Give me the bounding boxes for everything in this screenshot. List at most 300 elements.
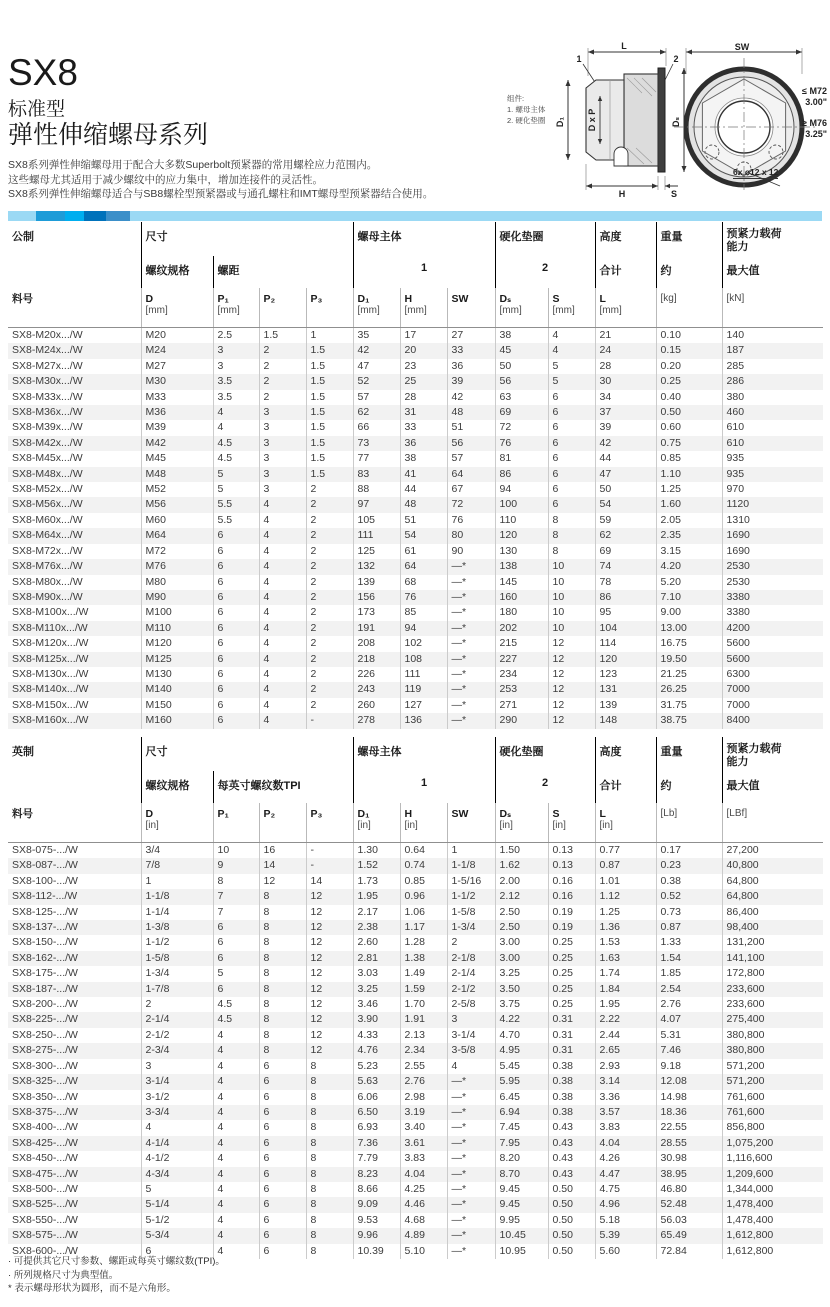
cell: 610 xyxy=(722,436,823,451)
cell: 110 xyxy=(495,513,548,528)
cell: M80 xyxy=(141,575,213,590)
round-range-line: 3.25" xyxy=(805,129,827,139)
cell: 1.84 xyxy=(595,982,656,997)
cell: —* xyxy=(447,1105,495,1120)
cell: 10 xyxy=(548,559,595,574)
cell: SX8-525-.../W xyxy=(12,1198,78,1211)
cell: 2 xyxy=(306,497,353,512)
cell: 8 xyxy=(306,1244,353,1259)
cell: 132 xyxy=(353,559,400,574)
cell: 2.93 xyxy=(595,1059,656,1074)
page-subtitle-type: 标准型 xyxy=(8,99,66,120)
cell: 6 xyxy=(213,605,259,620)
cell: 12 xyxy=(306,1012,353,1027)
cell: 2.65 xyxy=(595,1043,656,1058)
cell: 4 xyxy=(213,1090,259,1105)
cell: 6 xyxy=(213,528,259,543)
cell: 3.5 xyxy=(213,390,259,405)
cell: SX8-M130x.../W xyxy=(12,667,89,680)
cell: 4 xyxy=(259,698,306,713)
cell: 7/8 xyxy=(141,858,213,873)
cell: 141,100 xyxy=(722,951,823,966)
cell: 67 xyxy=(447,482,495,497)
cell: 5-1/4 xyxy=(141,1197,213,1212)
cell: 8 xyxy=(306,1182,353,1197)
cell: 2-5/8 xyxy=(447,997,495,1012)
max-label: 最大值 xyxy=(722,771,823,803)
cell: 34 xyxy=(595,390,656,405)
cell: 6 xyxy=(141,1244,213,1259)
cell: 8 xyxy=(259,905,306,920)
column-header-cell: S [in] xyxy=(548,803,595,843)
cell: 1.85 xyxy=(656,966,722,981)
cell: 3.75 xyxy=(495,997,548,1012)
column-header-cell: P₃ xyxy=(306,803,353,843)
cell: —* xyxy=(447,575,495,590)
cell: SX8-137-.../W xyxy=(12,921,78,934)
cell: 0.77 xyxy=(595,843,656,859)
cell: 0.43 xyxy=(548,1167,595,1182)
cell: 6 xyxy=(259,1074,306,1089)
cell: 4 xyxy=(213,1167,259,1182)
cell: 4 xyxy=(548,343,595,358)
cell: 4200 xyxy=(722,621,823,636)
cell: 5-3/4 xyxy=(141,1228,213,1243)
cell: M39 xyxy=(141,420,213,435)
footnote: · 可提供其它尺寸参数、螺距或每英寸螺纹数(TPI)。 xyxy=(8,1256,225,1267)
group-preload-text: 预紧力载荷能力 xyxy=(726,228,782,253)
cell: 51 xyxy=(400,513,447,528)
cell: 4.89 xyxy=(400,1228,447,1243)
cell: 0.31 xyxy=(548,1028,595,1043)
cell: 4 xyxy=(447,1059,495,1074)
cell: 3 xyxy=(213,343,259,358)
cell: 9.45 xyxy=(495,1182,548,1197)
callout-2-label: 2 xyxy=(673,54,679,64)
cell: 2-1/4 xyxy=(141,1012,213,1027)
footnotes xyxy=(8,1255,225,1296)
cell: 3 xyxy=(141,1059,213,1074)
cell: 3-1/2 xyxy=(141,1090,213,1105)
cell: 2 xyxy=(306,528,353,543)
cell: 0.16 xyxy=(548,874,595,889)
cell: M52 xyxy=(141,482,213,497)
cell: 4 xyxy=(213,1213,259,1228)
cell: 73 xyxy=(353,436,400,451)
description-line: SX8系列弹性伸缩螺母适合与SB8螺栓型预紧器或与通孔螺柱和IMT螺母型预紧器结合使用。 xyxy=(8,188,434,200)
cell: 1,612,800 xyxy=(722,1244,823,1259)
table-row xyxy=(8,1213,823,1228)
cell: 138 xyxy=(495,559,548,574)
table-row xyxy=(8,1197,823,1212)
cell: 30.98 xyxy=(656,1151,722,1166)
cell: 0.25 xyxy=(656,374,722,389)
cell: 3.83 xyxy=(595,1120,656,1135)
cell: 6 xyxy=(213,544,259,559)
cell: 44 xyxy=(595,451,656,466)
column-header-cell: H [in] xyxy=(400,803,447,843)
cell: M30 xyxy=(141,374,213,389)
cell: 6 xyxy=(213,636,259,651)
cell: 2-3/4 xyxy=(141,1043,213,1058)
cell: 6 xyxy=(213,713,259,728)
cell: 1-3/4 xyxy=(141,966,213,981)
cell: 76 xyxy=(400,590,447,605)
cell: 1.59 xyxy=(400,982,447,997)
cell: M130 xyxy=(141,667,213,682)
dim-label-SW: SW xyxy=(734,42,750,52)
cell: 3 xyxy=(259,405,306,420)
cell: 69 xyxy=(495,405,548,420)
cell: 2 xyxy=(306,590,353,605)
accent-bar-segment xyxy=(8,211,36,221)
unit-system-label: 英制 xyxy=(12,746,34,758)
table-row xyxy=(8,390,823,405)
cell: 33 xyxy=(447,343,495,358)
nut-flange-shape xyxy=(624,74,658,166)
table-row xyxy=(8,544,823,559)
arrowhead xyxy=(660,50,666,55)
cell: 51 xyxy=(447,420,495,435)
cell: 12 xyxy=(306,951,353,966)
cell: 6 xyxy=(259,1136,306,1151)
cell: 761,600 xyxy=(722,1105,823,1120)
cell: —* xyxy=(447,713,495,728)
cell: 1.5 xyxy=(306,374,353,389)
cell: 260 xyxy=(353,698,400,713)
cell: 3.00 xyxy=(495,951,548,966)
cell: 2.34 xyxy=(400,1043,447,1058)
cell: 56 xyxy=(447,436,495,451)
cell: M160 xyxy=(141,713,213,728)
cell: M64 xyxy=(141,528,213,543)
cell: 31.75 xyxy=(656,698,722,713)
group-height: 高度 xyxy=(595,222,656,256)
cell: SX8-225-.../W xyxy=(12,1013,78,1026)
cell: 4 xyxy=(213,1244,259,1259)
group-height: 高度 xyxy=(595,737,656,771)
legend-item: 1. 螺母主体 xyxy=(507,105,546,114)
cell: 4 xyxy=(259,528,306,543)
cell: 102 xyxy=(400,636,447,651)
cell: 10.95 xyxy=(495,1244,548,1259)
cell: 4 xyxy=(213,1136,259,1151)
cell: 12 xyxy=(548,682,595,697)
cell: 8 xyxy=(259,920,306,935)
cell: 4.68 xyxy=(400,1213,447,1228)
cell: - xyxy=(306,843,353,859)
cell: 10 xyxy=(213,843,259,859)
cell: 72.84 xyxy=(656,1244,722,1259)
cell: 4 xyxy=(259,575,306,590)
cell: 3.57 xyxy=(595,1105,656,1120)
cell: 0.25 xyxy=(548,982,595,997)
table-row xyxy=(8,858,823,873)
cell: 68 xyxy=(400,575,447,590)
cell: 1 xyxy=(141,874,213,889)
cell: 3.19 xyxy=(400,1105,447,1120)
group-header-row xyxy=(8,737,823,771)
part-2-label: 2 xyxy=(495,771,595,803)
cell: 8 xyxy=(306,1120,353,1135)
cell: 35 xyxy=(353,328,400,344)
cell: 1.95 xyxy=(595,997,656,1012)
cell: SX8-M72x.../W xyxy=(12,544,83,557)
cell: 66 xyxy=(353,420,400,435)
cell: 4.5 xyxy=(213,436,259,451)
cell: 4-3/4 xyxy=(141,1167,213,1182)
table-row xyxy=(8,359,823,374)
cell: 5 xyxy=(213,467,259,482)
cell: 47 xyxy=(595,467,656,482)
cell: 4 xyxy=(213,1059,259,1074)
cell: 6.94 xyxy=(495,1105,548,1120)
cell: 38 xyxy=(495,328,548,344)
cell: 4 xyxy=(213,1197,259,1212)
cell: SX8-300-.../W xyxy=(12,1059,78,1072)
cell: 145 xyxy=(495,575,548,590)
cell: 4 xyxy=(259,544,306,559)
cell: 4 xyxy=(213,1074,259,1089)
description-line: 这些螺母尤其适用于减少螺纹中的应力集中，增加连接件的灵活性。 xyxy=(8,173,323,186)
cell: 8 xyxy=(213,874,259,889)
cell: 36 xyxy=(400,436,447,451)
cell: 6 xyxy=(259,1059,306,1074)
cell: —* xyxy=(447,636,495,651)
cell: 271 xyxy=(495,698,548,713)
cell: 5.23 xyxy=(353,1059,400,1074)
cell: 4 xyxy=(259,713,306,728)
cell: 14 xyxy=(306,874,353,889)
cell: 1-7/8 xyxy=(141,982,213,997)
cell: SX8-M100x.../W xyxy=(12,606,89,619)
cell: 761,600 xyxy=(722,1090,823,1105)
cell: 38.75 xyxy=(656,713,722,728)
cell: 9.96 xyxy=(353,1228,400,1243)
cell: M72 xyxy=(141,544,213,559)
cell: 5600 xyxy=(722,652,823,667)
cell: 3.14 xyxy=(595,1074,656,1089)
cell: 0.75 xyxy=(656,436,722,451)
cell: 14.98 xyxy=(656,1090,722,1105)
cell: - xyxy=(306,858,353,873)
dim-label-Ds: Dₛ xyxy=(671,117,681,127)
cell: M125 xyxy=(141,652,213,667)
table-row xyxy=(8,966,823,981)
cell: SX8-M150x.../W xyxy=(12,698,89,711)
cell: 6 xyxy=(213,559,259,574)
cell: 8 xyxy=(306,1059,353,1074)
cell: 3.00 xyxy=(495,935,548,950)
arrowhead xyxy=(796,50,802,55)
cell: 64,800 xyxy=(722,889,823,904)
cell: 2.05 xyxy=(656,513,722,528)
cell: 6 xyxy=(213,982,259,997)
table-row xyxy=(8,1228,823,1243)
cell: 1.54 xyxy=(656,951,722,966)
cell: 0.16 xyxy=(548,889,595,904)
cell: 1-3/8 xyxy=(141,920,213,935)
cell: 31 xyxy=(400,405,447,420)
cell: 5.31 xyxy=(656,1028,722,1043)
cell: SX8-M39x.../W xyxy=(12,421,83,434)
cell: M45 xyxy=(141,451,213,466)
table-row xyxy=(8,1028,823,1043)
cell: 187 xyxy=(722,343,823,358)
cell: 2.38 xyxy=(353,920,400,935)
cell: 9.18 xyxy=(656,1059,722,1074)
cell: 0.19 xyxy=(548,905,595,920)
cell: 290 xyxy=(495,713,548,728)
part-1-label: 1 xyxy=(353,256,495,288)
cell: 1690 xyxy=(722,544,823,559)
column-header-cell: [Lb] xyxy=(656,803,722,843)
legend-item: 2. 硬化垫圈 xyxy=(507,116,546,125)
cell: 12 xyxy=(548,667,595,682)
group-washer: 硬化垫圈 xyxy=(495,737,595,771)
cell: 12 xyxy=(548,713,595,728)
cell: SX8-M42x.../W xyxy=(12,436,83,449)
cell: 108 xyxy=(400,652,447,667)
cell: 2 xyxy=(306,544,353,559)
cell: 3 xyxy=(259,436,306,451)
cell: 4.26 xyxy=(595,1151,656,1166)
cell: 28 xyxy=(400,390,447,405)
column-header-cell: L [mm] xyxy=(595,288,656,328)
cell: 7 xyxy=(213,905,259,920)
drive-hole-shape xyxy=(614,147,628,166)
cell: 13.00 xyxy=(656,621,722,636)
column-header-cell: D₁ [in] xyxy=(353,803,400,843)
cell: 1.70 xyxy=(400,997,447,1012)
tpi-label: 每英寸螺纹数TPI xyxy=(213,771,353,803)
cell: 61 xyxy=(400,544,447,559)
cell: SX8-150-.../W xyxy=(12,936,78,949)
column-header-cell: SW xyxy=(447,803,495,843)
cell: 120 xyxy=(595,652,656,667)
cell: 33 xyxy=(400,420,447,435)
cell: 380 xyxy=(722,390,823,405)
cell: 1.5 xyxy=(306,467,353,482)
cell: 86 xyxy=(495,467,548,482)
cell: 1.25 xyxy=(656,482,722,497)
cell: M36 xyxy=(141,405,213,420)
cell: 1.10 xyxy=(656,467,722,482)
cell: 3.03 xyxy=(353,966,400,981)
cell: 28.55 xyxy=(656,1136,722,1151)
cell: 0.10 xyxy=(656,328,722,344)
cell: 9.00 xyxy=(656,605,722,620)
cell: 62 xyxy=(595,528,656,543)
cell: 37 xyxy=(595,405,656,420)
cell: 180 xyxy=(495,605,548,620)
cell: SX8-M36x.../W xyxy=(12,406,83,419)
cell: 2.81 xyxy=(353,951,400,966)
table-row xyxy=(8,590,823,605)
cell: SX8-M24x.../W xyxy=(12,344,83,357)
cell: 5.20 xyxy=(656,575,722,590)
cell: 0.31 xyxy=(548,1043,595,1058)
cell: 16.75 xyxy=(656,636,722,651)
cell: 0.31 xyxy=(548,1012,595,1027)
cell: 1.12 xyxy=(595,889,656,904)
cell: 52 xyxy=(353,374,400,389)
cell: 4-1/2 xyxy=(141,1151,213,1166)
cell: 1.28 xyxy=(400,935,447,950)
cell: SX8-125-.../W xyxy=(12,905,78,918)
cell: 6 xyxy=(213,935,259,950)
cell: 6.93 xyxy=(353,1120,400,1135)
column-header-row xyxy=(8,288,823,328)
table-row xyxy=(8,1059,823,1074)
cell: 41 xyxy=(400,467,447,482)
table-row xyxy=(8,513,823,528)
cell: 1.38 xyxy=(400,951,447,966)
cell: 2.22 xyxy=(595,1012,656,1027)
cell: 72 xyxy=(447,497,495,512)
cell: 1,478,400 xyxy=(722,1213,823,1228)
hex-range-line: ≤ M72 xyxy=(802,86,827,96)
table-row xyxy=(8,343,823,358)
cell: 4 xyxy=(259,559,306,574)
cell: 1310 xyxy=(722,513,823,528)
arrowhead xyxy=(686,50,692,55)
cell: 4.04 xyxy=(400,1167,447,1182)
cell: 6 xyxy=(213,590,259,605)
table-row xyxy=(8,920,823,935)
cell: 5.5 xyxy=(213,497,259,512)
cell: —* xyxy=(447,1074,495,1089)
cell: M60 xyxy=(141,513,213,528)
cell: 1.01 xyxy=(595,874,656,889)
column-header-cell: D₁ [mm] xyxy=(353,288,400,328)
cell: 6 xyxy=(213,951,259,966)
cell: 0.52 xyxy=(656,889,722,904)
column-header-cell: 料号 xyxy=(8,288,141,328)
cell: 6.50 xyxy=(353,1105,400,1120)
cell: 3-1/4 xyxy=(447,1028,495,1043)
cell: 3.36 xyxy=(595,1090,656,1105)
cell: 76 xyxy=(447,513,495,528)
cell: SX8-M33x.../W xyxy=(12,390,83,403)
cell: 2 xyxy=(141,997,213,1012)
cell: 3.25 xyxy=(353,982,400,997)
cell: 5.60 xyxy=(595,1244,656,1259)
cell: 54 xyxy=(595,497,656,512)
table-row xyxy=(8,467,823,482)
table-row xyxy=(8,497,823,512)
cell: 27 xyxy=(447,328,495,344)
column-header-cell: SW xyxy=(447,288,495,328)
cell: 935 xyxy=(722,467,823,482)
cell: SX8-M90x.../W xyxy=(12,590,83,603)
cell: 3 xyxy=(213,359,259,374)
cell: 4 xyxy=(259,652,306,667)
cell: M76 xyxy=(141,559,213,574)
cell: 27,200 xyxy=(722,843,823,859)
cell: 9.53 xyxy=(353,1213,400,1228)
cell: 1.5 xyxy=(306,420,353,435)
cell: SX8-250-.../W xyxy=(12,1028,78,1041)
cell: 3.61 xyxy=(400,1136,447,1151)
cell: 2.44 xyxy=(595,1028,656,1043)
page-title: SX8 xyxy=(8,52,78,93)
cell: 1-1/8 xyxy=(447,858,495,873)
cell: —* xyxy=(447,652,495,667)
cell: 57 xyxy=(447,451,495,466)
cell: 2 xyxy=(306,636,353,651)
cell: 0.43 xyxy=(548,1120,595,1135)
